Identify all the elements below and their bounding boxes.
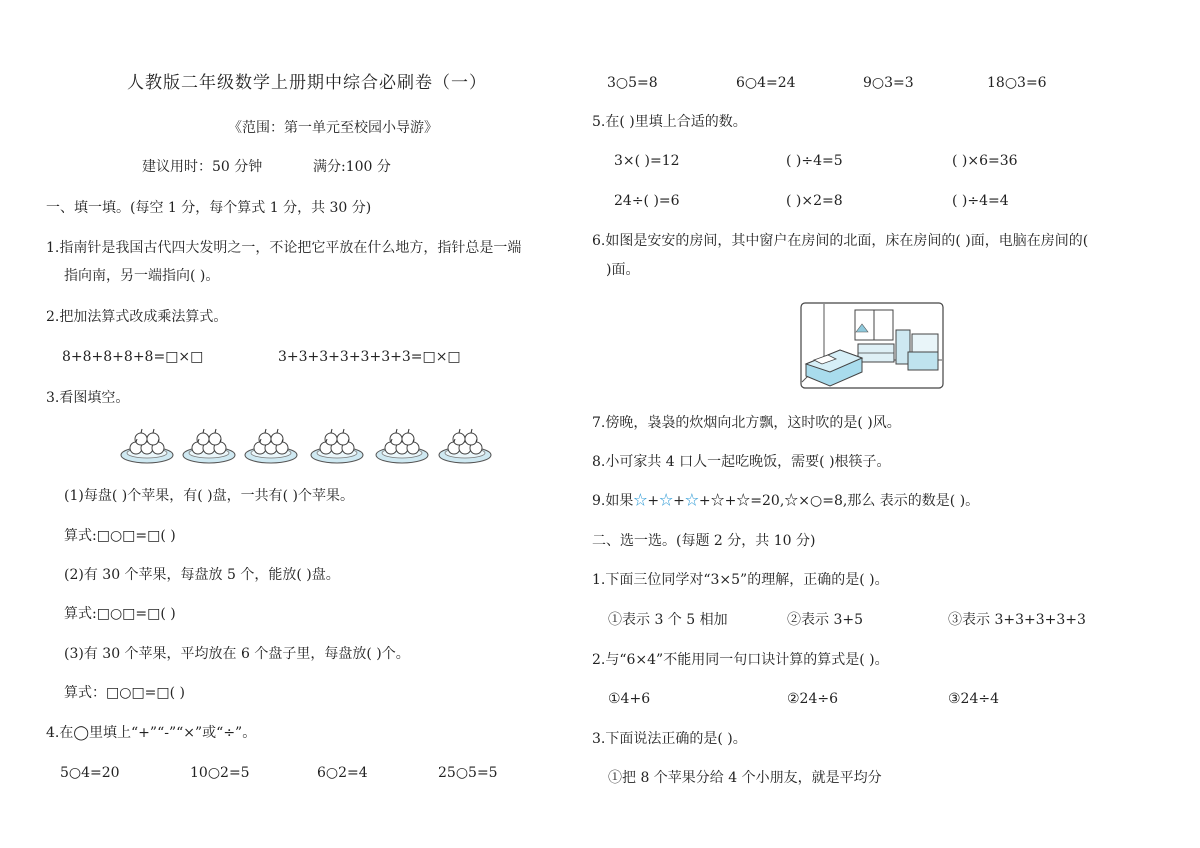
q6-text-line2: )面。 <box>606 262 640 278</box>
q7-text: 7.傍晚，袅袅的炊烟向北方飘，这时吹的是( )风。 <box>592 415 901 431</box>
q2-expression-b: 3+3+3+3+3+3+3=□×□ <box>278 349 461 365</box>
apple-plate <box>376 429 428 463</box>
q5-item: 3×( )=12 <box>614 153 680 169</box>
exam-title: 人教版二年级数学上册期中综合必刷卷（一） <box>127 73 487 93</box>
q5-item: ( )×2=8 <box>786 193 843 209</box>
q4-item: 10○2=5 <box>190 765 250 781</box>
plus-sign: + <box>698 493 711 509</box>
q1-text-line2: 指向南，另一端指向( )。 <box>64 268 220 284</box>
apple-plates-illustration <box>120 424 492 466</box>
star-icon: ☆ <box>736 493 751 509</box>
q4-item: 18○3=6 <box>987 75 1047 91</box>
section-1-heading: 一、填一填。(每空 1 分，每个算式 1 分，共 30 分) <box>46 200 372 216</box>
s2-q2-option: ③24÷4 <box>948 691 1000 707</box>
s2-q3-option: ①把 8 个苹果分给 4 个小朋友，就是平均分 <box>608 770 882 786</box>
plus-sign: + <box>647 493 660 509</box>
q4-item: 25○5=5 <box>438 765 498 781</box>
s2-q1-text: 1.下面三位同学对“3×5”的理解，正确的是( )。 <box>592 572 889 588</box>
exam-range: 《范围：第一单元至校园小导游》 <box>228 120 438 136</box>
q5-item: ( )×6=36 <box>952 153 1018 169</box>
apple-plate <box>245 429 297 463</box>
s2-q2-text: 2.与“6×4”不能用同一句口诀计算的算式是( )。 <box>592 652 889 668</box>
room-illustration <box>800 302 944 389</box>
s2-q1-option: ②表示 3+5 <box>787 612 863 628</box>
suggested-time: 建议用时：50 分钟 <box>142 159 263 175</box>
q3-text: 3.看图填空。 <box>46 390 130 406</box>
q3-part3: (3)有 30 个苹果，平均放在 6 个盘子里，每盘放( )个。 <box>64 646 410 662</box>
q6-text-line1: 6.如图是安安的房间，其中窗户在房间的北面，床在房间的( )面，电脑在房间的( <box>592 233 1089 249</box>
q9-suffix: =20,☆×○=8,那么 表示的数是( )。 <box>750 493 980 509</box>
s2-q1-option: ①表示 3 个 5 相加 <box>608 612 728 628</box>
q5-text: 5.在( )里填上合适的数。 <box>592 114 747 130</box>
s2-q3-text: 3.下面说法正确的是( )。 <box>592 731 747 747</box>
q2-text: 2.把加法算式改成乘法算式。 <box>46 309 228 325</box>
q5-item: ( )÷4=4 <box>952 193 1009 209</box>
q5-item: 24÷( )=6 <box>614 193 680 209</box>
star-icon: ☆ <box>659 493 674 509</box>
apple-plate <box>439 429 491 463</box>
q8-text: 8.小可家共 4 口人一起吃晚饭，需要( )根筷子。 <box>592 454 891 470</box>
q4-item: 3○5=8 <box>607 75 658 91</box>
q3-formula2: 算式:□○□=□( ) <box>64 606 176 622</box>
q3-part1: (1)每盘( )个苹果，有( )盘，一共有( )个苹果。 <box>64 488 354 504</box>
apple-plate <box>311 429 363 463</box>
star-icon: ☆ <box>633 493 648 509</box>
q1-text-line1: 1.指南针是我国古代四大发明之一，不论把它平放在什么地方，指针总是一端 <box>46 240 522 256</box>
section-2-heading: 二、选一选。(每题 2 分，共 10 分) <box>592 533 816 549</box>
apple-plate <box>183 429 235 463</box>
q4-item: 9○3=3 <box>863 75 914 91</box>
star-icon: ☆ <box>710 493 725 509</box>
q3-formula3: 算式：□○□=□( ) <box>64 685 186 701</box>
q3-formula1: 算式:□○□=□( ) <box>64 528 176 544</box>
q4-item: 6○2=4 <box>317 765 368 781</box>
q3-part2: (2)有 30 个苹果，每盘放 5 个，能放( )盘。 <box>64 567 340 583</box>
q9-text <box>592 492 979 510</box>
q4-text: 4.在◯里填上“+”“-”“×”或“÷”。 <box>46 725 257 741</box>
plus-sign: + <box>724 493 737 509</box>
s2-q2-option: ②24÷6 <box>787 691 839 707</box>
q4-item: 5○4=20 <box>60 765 120 781</box>
apple-plate <box>121 429 173 463</box>
s2-q2-option: ①4+6 <box>608 691 651 707</box>
q9-prefix: 9.如果 <box>592 493 634 509</box>
q5-item: ( )÷4=5 <box>786 153 843 169</box>
q4-item: 6○4=24 <box>736 75 796 91</box>
full-score: 满分:100 分 <box>313 159 391 175</box>
plus-sign: + <box>673 493 685 509</box>
s2-q1-option: ③表示 3+3+3+3+3 <box>948 612 1086 628</box>
star-icon: ☆ <box>684 493 699 509</box>
q2-expression-a: 8+8+8+8+8=□×□ <box>62 349 204 365</box>
